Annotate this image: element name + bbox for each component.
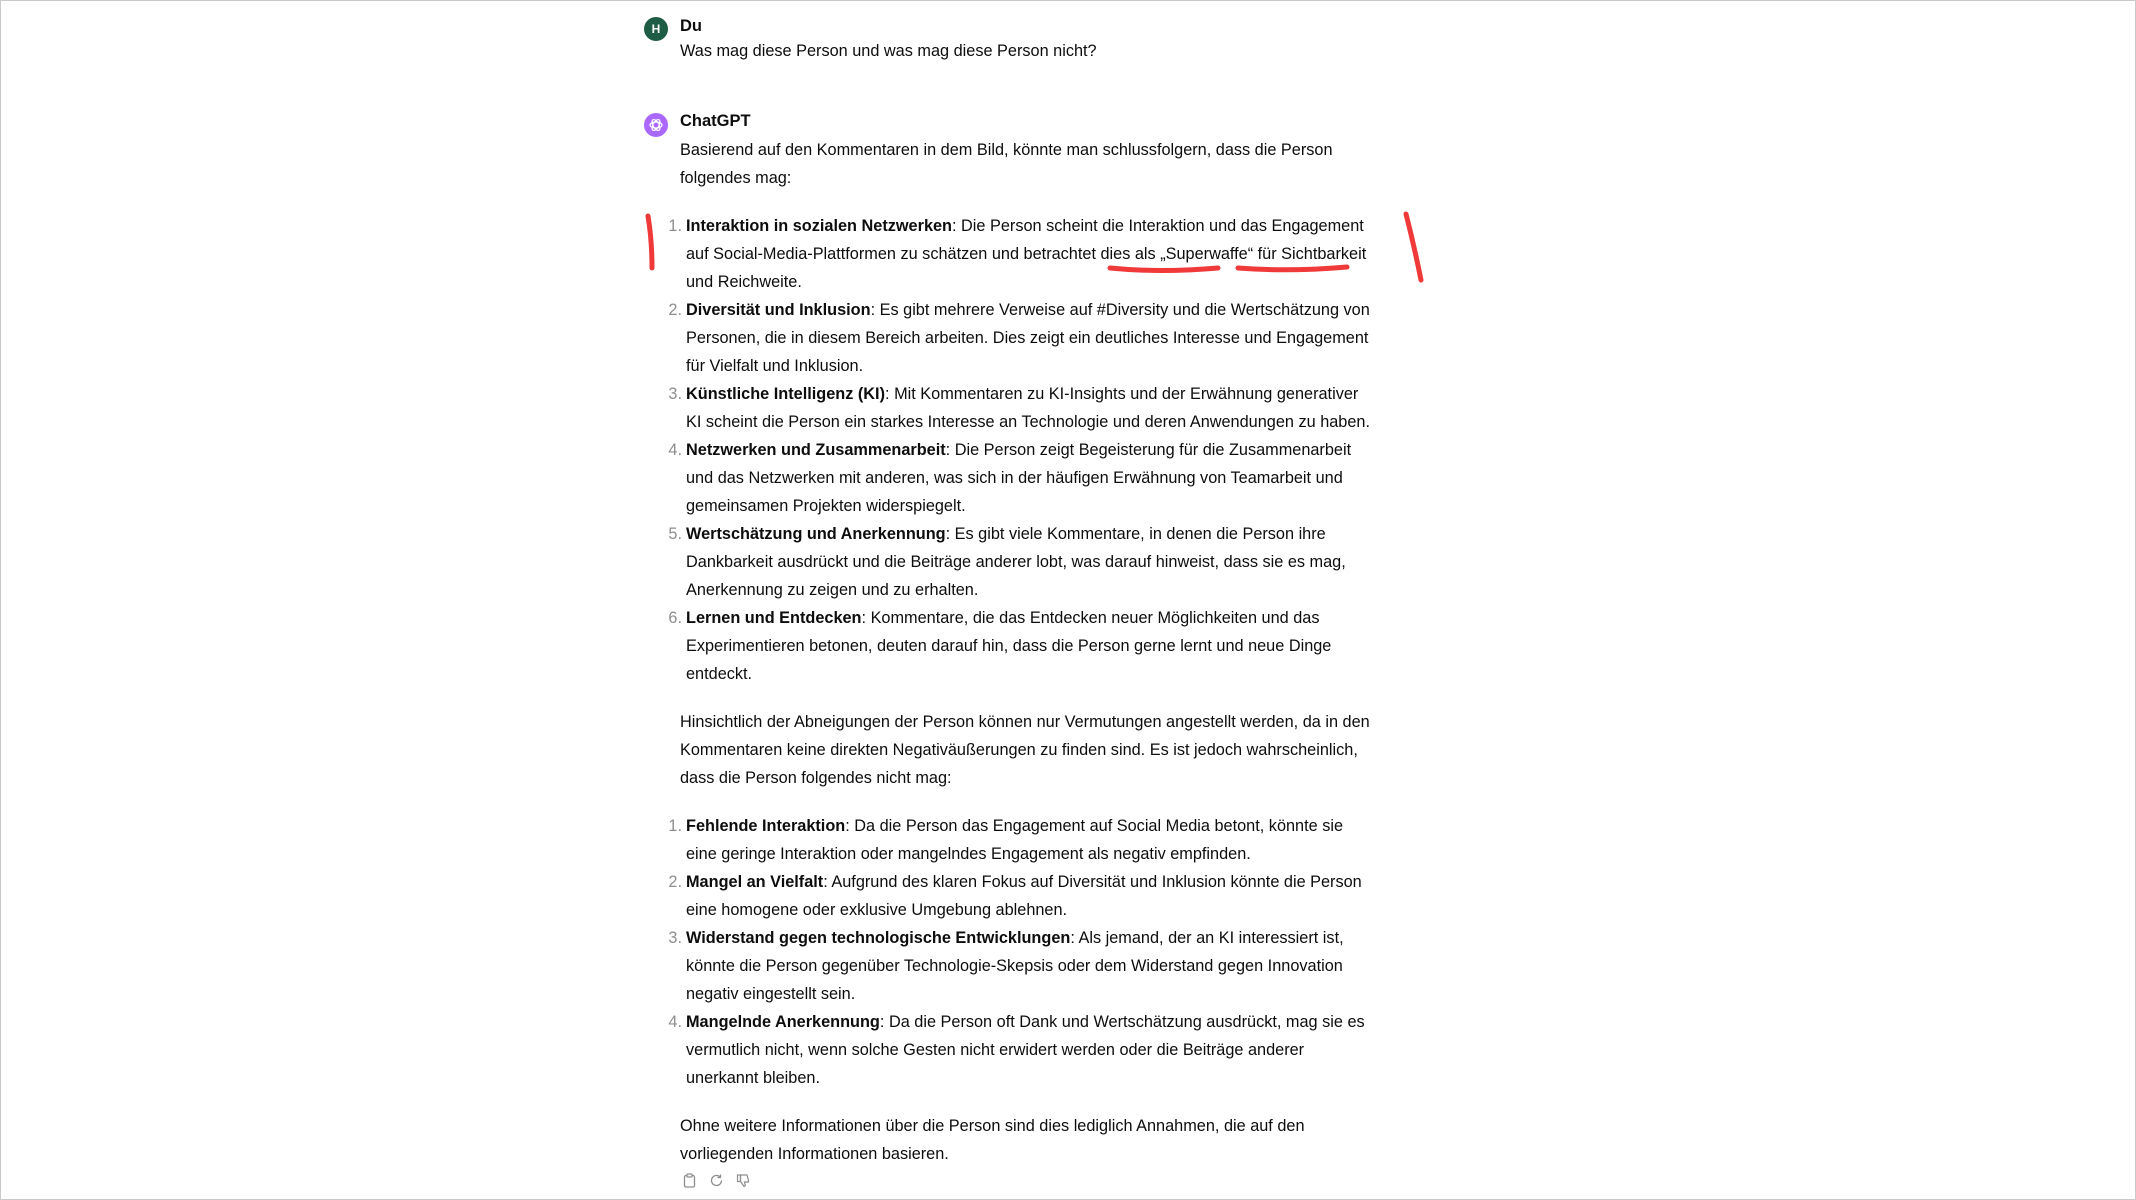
- list-item-title: Mangelnde Anerkennung: [686, 1013, 880, 1031]
- list-item-text: : Die Person scheint die Interaktion und das Engagement auf Social-Media-Plattformen zu schätzen und betrachtet dies als „Superwaffe“ für Sichtbarkeit und Reichweite.: [686, 217, 1367, 291]
- list-item-text: : Kommentare, die das Entdecken neuer Möglichkeiten und das Experimentieren betonen, deuten darauf hin, dass die Person gerne lernt und neue Dinge entdeckt.: [686, 609, 1332, 683]
- list-item-number: 2.: [668, 873, 682, 891]
- list-item-text: : Es gibt viele Kommentare, in denen die Person ihre Dankbarkeit ausdrückt und die Beiträge anderer lobt, was darauf hinweist, dass sie es mag, Anerkennung zu zeigen und zu erhalten.: [686, 525, 1346, 599]
- list-item-title: Wertschätzung und Anerkennung: [686, 525, 946, 543]
- list-item-number: 4.: [668, 441, 682, 459]
- list-item-text: : Da die Person oft Dank und Wertschätzung ausdrückt, mag sie es vermutlich nicht, wenn solche Gesten nicht erwidert werden oder die Beiträge anderer unerkannt bleiben.: [686, 1013, 1365, 1087]
- annotation-underline-sichtbarkeit: [1238, 267, 1347, 270]
- list-item-title: Diversität und Inklusion: [686, 301, 871, 319]
- annotation-underline-superwaffe: [1110, 268, 1218, 271]
- list-item-text: : Aufgrund des klaren Fokus auf Diversität und Inklusion könnte die Person eine homogene oder exklusive Umgebung ablehnen.: [686, 873, 1362, 919]
- list-item-title: Mangel an Vielfalt: [686, 873, 824, 891]
- list-item-number: 3.: [668, 385, 682, 403]
- list-item-title: Fehlende Interaktion: [686, 817, 846, 835]
- list-item-title: Lernen und Entdecken: [686, 609, 862, 627]
- list-item-text: : Die Person zeigt Begeisterung für die Zusammenarbeit und das Netzwerken mit anderen, was sich in der häufigen Erwähnung von Teamarbeit und gemeinsamen Projekten widerspiegelt.: [686, 441, 1352, 515]
- user-message-text: Was mag diese Person und was mag diese Person nicht?: [680, 42, 1097, 60]
- user-avatar: H: [644, 17, 668, 41]
- list-item-number: 5.: [668, 525, 682, 543]
- closing-paragraph: Ohne weitere Informationen über die Person sind dies lediglich Annahmen, die auf den vorliegenden Informationen basieren.: [680, 1117, 1305, 1163]
- assistant-author-name: ChatGPT: [680, 112, 751, 130]
- intro-paragraph: Basierend auf den Kommentaren in dem Bild, könnte man schlussfolgern, dass die Person folgendes mag:: [680, 141, 1333, 187]
- list-item-number: 1.: [668, 817, 682, 835]
- dislikes-intro-paragraph: Hinsichtlich der Abneigungen der Person können nur Vermutungen angestellt werden, da in den Kommentaren keine direkten Negativäußerungen zu finden sind. Es ist jedoch wahrscheinlich, dass die Person folgendes nicht mag:: [680, 713, 1370, 787]
- list-item-title: Künstliche Intelligenz (KI): [686, 385, 886, 403]
- annotation-left-bracket-stroke: [648, 216, 652, 268]
- list-item-number: 1.: [668, 217, 682, 235]
- list-item-number: 2.: [668, 301, 682, 319]
- user-author-name: Du: [680, 17, 702, 35]
- list-item-text: : Es gibt mehrere Verweise auf #Diversity und die Wertschätzung von Personen, die in diesem Bereich arbeiten. Dies zeigt ein deutliches Interesse und Engagement für Vielfalt und Inklusion.: [686, 301, 1370, 375]
- list-item-title: Netzwerken und Zusammenarbeit: [686, 441, 946, 459]
- list-item-number: 4.: [668, 1013, 682, 1031]
- annotation-right-bracket-stroke: [1406, 214, 1421, 280]
- list-item-number: 6.: [668, 609, 682, 627]
- list-item-text: : Als jemand, der an KI interessiert ist, könnte die Person gegenüber Technologie-Skepsis oder dem Widerstand gegen Innovation negativ eingestellt sein.: [686, 929, 1344, 1003]
- list-item-title: Interaktion in sozialen Netzwerken: [686, 217, 952, 235]
- list-item-text: : Mit Kommentaren zu KI-Insights und der Erwähnung generativer KI scheint die Person ein starkes Interesse an Technologie und deren Anwendungen zu haben.: [686, 385, 1370, 431]
- list-item-number: 3.: [668, 929, 682, 947]
- list-item-text: : Da die Person das Engagement auf Social Media betont, könnte sie eine geringe Interaktion oder mangelndes Engagement als negativ empfinden.: [686, 817, 1344, 863]
- list-item-title: Widerstand gegen technologische Entwicklungen: [686, 929, 1071, 947]
